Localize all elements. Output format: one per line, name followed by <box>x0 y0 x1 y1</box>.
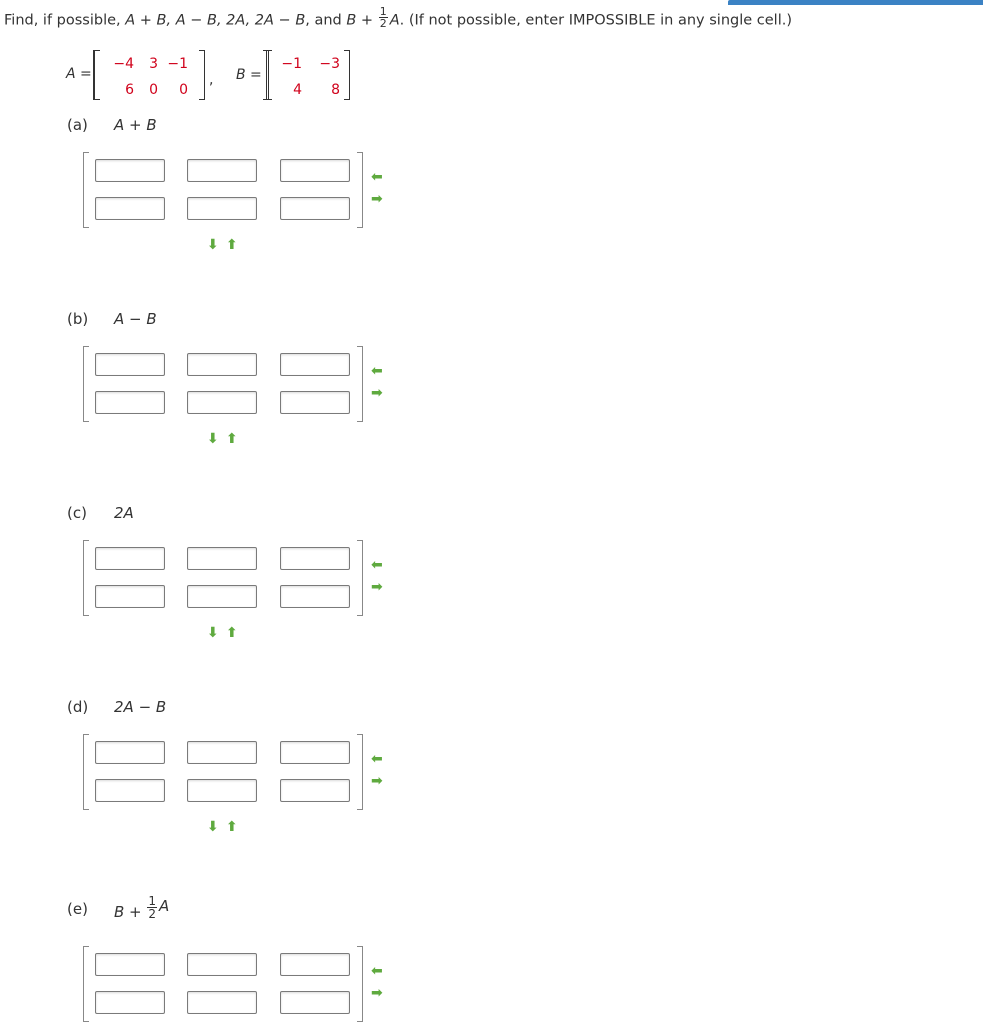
arrow-up-icon[interactable]: ⬆ <box>226 431 238 447</box>
answer-cell-d-r1c1[interactable] <box>95 741 165 764</box>
answer-cell-c-r2c2[interactable] <box>187 585 257 608</box>
answer-cell-b-r1c1[interactable] <box>95 353 165 376</box>
answer-cell-d-r2c2[interactable] <box>187 779 257 802</box>
arrow-up-icon[interactable]: ⬆ <box>226 625 238 641</box>
arrow-left-icon[interactable]: ⬅ <box>371 963 383 979</box>
b-cell: −1 <box>281 56 302 72</box>
matrix-a-bracket <box>93 50 205 100</box>
answer-cell-c-r1c2[interactable] <box>187 547 257 570</box>
answer-cell-d-r2c1[interactable] <box>95 779 165 802</box>
answer-matrix-b <box>83 346 363 422</box>
part-b-label: (b) A − B <box>67 310 157 328</box>
answer-cell-a-r1c2[interactable] <box>187 159 257 182</box>
answer-cell-a-r1c1[interactable] <box>95 159 165 182</box>
answer-cell-b-r2c1[interactable] <box>95 391 165 414</box>
a-cell: 0 <box>149 82 158 98</box>
arrow-right-icon[interactable]: ➡ <box>371 385 383 401</box>
a-cell: −1 <box>167 56 188 72</box>
b-cell: 4 <box>293 82 302 98</box>
answer-cell-e-r2c3[interactable] <box>280 991 350 1014</box>
a-cell: −4 <box>113 56 134 72</box>
part-e-label: (e) B + $\frac{1}{2}$ A <box>67 894 170 921</box>
arrow-right-icon[interactable]: ➡ <box>371 985 383 1001</box>
answer-cell-c-r2c1[interactable] <box>95 585 165 608</box>
arrow-down-icon[interactable]: ⬇ <box>207 625 219 641</box>
answer-cell-d-r1c3[interactable] <box>280 741 350 764</box>
arrow-right-icon[interactable]: ➡ <box>371 773 383 789</box>
arrow-left-icon[interactable]: ⬅ <box>371 363 383 379</box>
answer-matrix-d <box>83 734 363 810</box>
part-d-label: (d) 2A − B <box>67 698 167 716</box>
answer-cell-b-r2c2[interactable] <box>187 391 257 414</box>
matrix-a-label: A = <box>66 66 92 82</box>
arrow-left-icon[interactable]: ⬅ <box>371 557 383 573</box>
arrow-left-icon[interactable]: ⬅ <box>371 751 383 767</box>
answer-cell-b-r1c2[interactable] <box>187 353 257 376</box>
answer-cell-b-r1c3[interactable] <box>280 353 350 376</box>
b-cell: −3 <box>319 56 340 72</box>
answer-cell-a-r2c1[interactable] <box>95 197 165 220</box>
arrow-down-icon[interactable]: ⬇ <box>207 819 219 835</box>
answer-cell-d-r2c3[interactable] <box>280 779 350 802</box>
answer-cell-a-r2c2[interactable] <box>187 197 257 220</box>
answer-matrix-e <box>83 946 363 1022</box>
arrow-down-icon[interactable]: ⬇ <box>207 237 219 253</box>
answer-cell-e-r1c2[interactable] <box>187 953 257 976</box>
answer-matrix-a <box>83 152 363 228</box>
answer-cell-c-r1c1[interactable] <box>95 547 165 570</box>
part-a-label: (a) A + B <box>67 116 157 134</box>
answer-cell-e-r1c3[interactable] <box>280 953 350 976</box>
arrow-up-icon[interactable]: ⬆ <box>226 237 238 253</box>
answer-cell-e-r2c2[interactable] <box>187 991 257 1014</box>
arrow-right-icon[interactable]: ➡ <box>371 191 383 207</box>
answer-cell-c-r2c3[interactable] <box>280 585 350 608</box>
answer-cell-e-r1c1[interactable] <box>95 953 165 976</box>
top-progress-bar <box>728 0 983 5</box>
fraction-one-half: $\frac{1}{2}$ <box>148 894 157 921</box>
b-cell: 8 <box>331 82 340 98</box>
a-cell: 0 <box>179 82 188 98</box>
answer-matrix-c <box>83 540 363 616</box>
a-cell: 6 <box>125 82 134 98</box>
a-cell: 3 <box>149 56 158 72</box>
matrix-b-label: B = <box>236 67 262 83</box>
answer-cell-a-r1c3[interactable] <box>280 159 350 182</box>
arrow-up-icon[interactable]: ⬆ <box>226 819 238 835</box>
comma: , <box>209 72 214 88</box>
fraction-one-half: $\frac{1}{2}$ <box>379 5 387 30</box>
part-c-label: (c) 2A <box>67 504 134 522</box>
answer-cell-d-r1c2[interactable] <box>187 741 257 764</box>
answer-cell-e-r2c1[interactable] <box>95 991 165 1014</box>
answer-cell-c-r1c3[interactable] <box>280 547 350 570</box>
answer-cell-b-r2c3[interactable] <box>280 391 350 414</box>
problem-statement: Find, if possible, A + B, A − B, 2A, 2A − B, and B + $\frac{1}{2}$ A. (If not possible, enter IMPOSSIBLE in any single cell.) <box>4 5 792 30</box>
matrix-b <box>266 50 350 100</box>
answer-cell-a-r2c3[interactable] <box>280 197 350 220</box>
arrow-right-icon[interactable]: ➡ <box>371 579 383 595</box>
arrow-left-icon[interactable]: ⬅ <box>371 169 383 185</box>
arrow-down-icon[interactable]: ⬇ <box>207 431 219 447</box>
